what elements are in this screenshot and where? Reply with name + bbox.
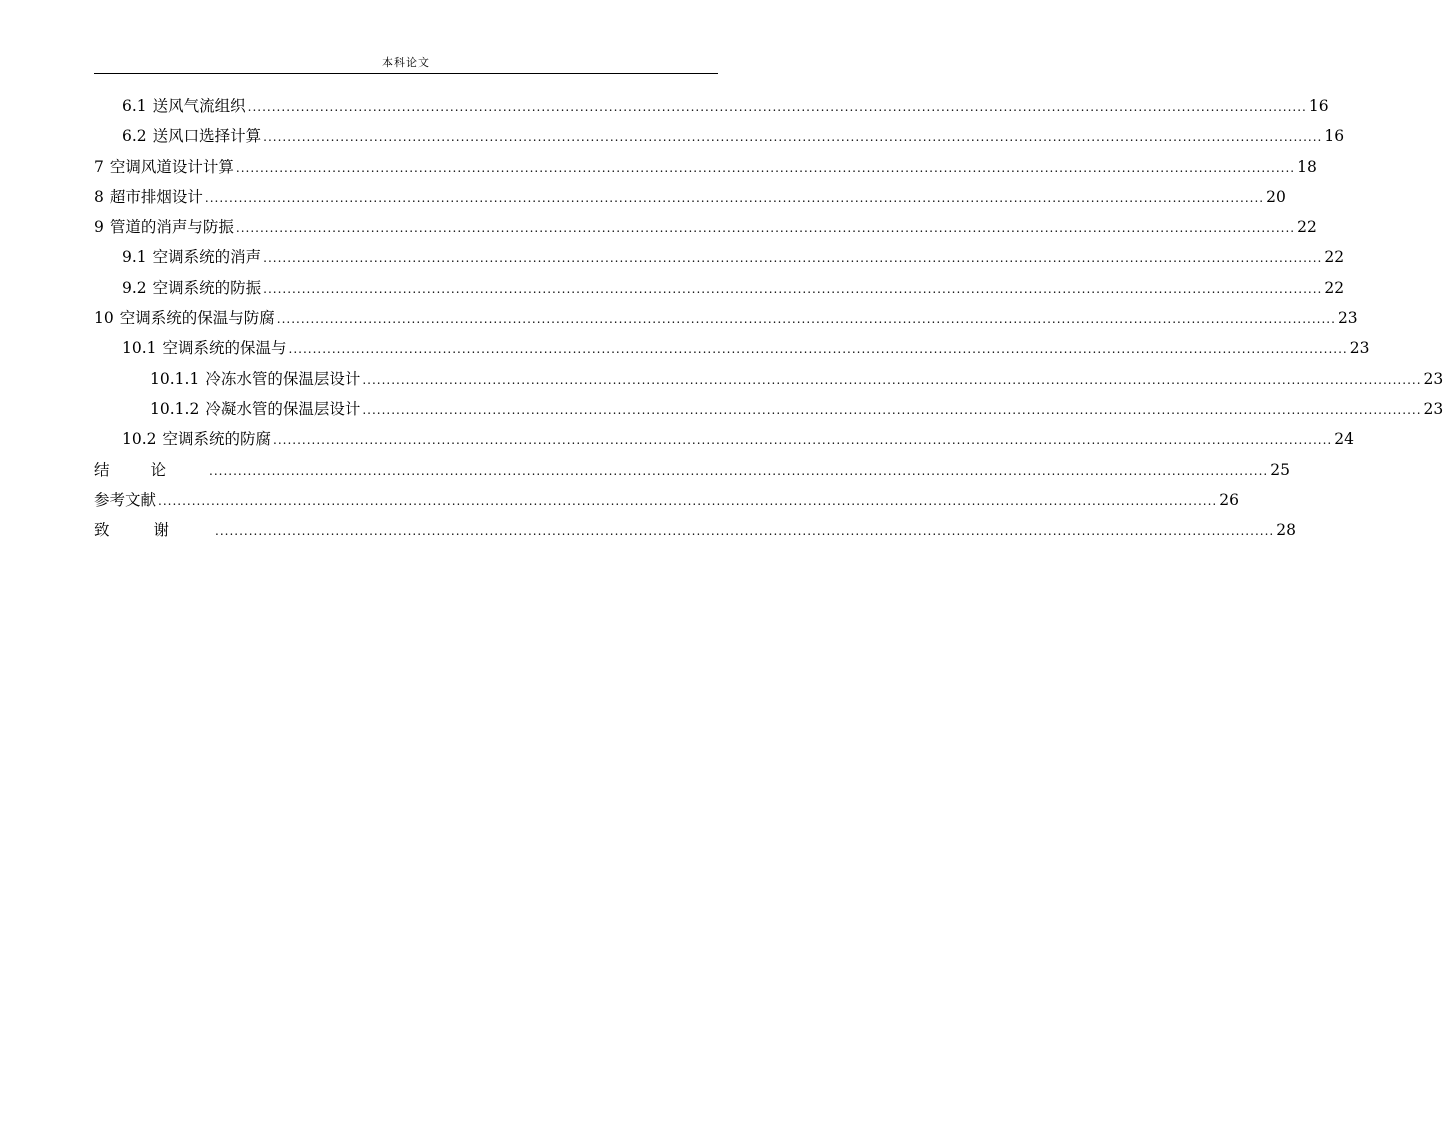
toc-entry-page: 20: [1266, 187, 1286, 206]
toc-entry-title: 送风口选择计算: [152, 127, 262, 146]
toc-entry-title: 超市排烟设计: [109, 187, 203, 206]
toc-dot-leader: ............................................................................................................................................................................................................................: [209, 463, 1269, 478]
toc-entry-title: 参考文献: [94, 490, 157, 509]
toc-entry-page: 22: [1324, 278, 1345, 297]
toc-entry-title: 致谢: [94, 521, 214, 540]
toc-dot-leader: ............................................................................................................................................................................................................................: [273, 433, 1333, 448]
toc-entry-page: 18: [1297, 157, 1317, 176]
toc-entry-number: 9.1: [122, 248, 147, 267]
toc-dot-leader: ............................................................................................................................................................................................................................: [276, 312, 1336, 327]
toc-entry-title: 冷凝水管的保温层设计: [205, 399, 361, 418]
toc-dot-leader: ............................................................................................................................................................................................................................: [158, 493, 1218, 508]
toc-entry-title: 空调系统的保温与防腐: [119, 309, 275, 328]
toc-entry-title: 空调系统的防腐: [162, 430, 272, 449]
toc-entry-page: 16: [1308, 97, 1329, 115]
toc-entry-page: 23: [1423, 369, 1443, 388]
toc-entry-page: 22: [1297, 218, 1317, 237]
toc-dot-leader: ............................................................................................................................................................................................................................: [204, 190, 1265, 205]
toc-entry-number: 8: [94, 187, 104, 206]
toc-entry-number: 10.1.1: [150, 369, 200, 388]
toc-entry-number: 9.2: [122, 278, 147, 297]
toc-entry-number: 6.2: [122, 127, 147, 146]
toc-entry[interactable]: [94, 186, 1286, 216]
table-of-contents: [94, 95, 1443, 549]
toc-entry[interactable]: [94, 459, 1290, 489]
toc-entry[interactable]: [94, 398, 1443, 428]
toc-dot-leader: ............................................................................................................................................................................................................................: [263, 281, 1323, 296]
toc-entry-page: 24: [1334, 430, 1354, 449]
toc-entry-title: 空调风道设计计算: [109, 157, 234, 176]
toc-dot-leader: ............................................................................................................................................................................................................................: [247, 100, 1307, 114]
toc-dot-leader: ............................................................................................................................................................................................................................: [215, 524, 1275, 539]
toc-dot-leader: ............................................................................................................................................................................................................................: [362, 402, 1422, 417]
toc-entry-title: 结论: [94, 460, 208, 479]
toc-entry[interactable]: [94, 125, 1345, 155]
toc-dot-leader: ............................................................................................................................................................................................................................: [263, 251, 1323, 266]
toc-entry[interactable]: [94, 277, 1345, 307]
toc-entry[interactable]: [94, 95, 1329, 125]
toc-entry[interactable]: [94, 246, 1345, 276]
toc-entry[interactable]: [94, 337, 1370, 367]
toc-entry[interactable]: [94, 368, 1443, 398]
toc-dot-leader: ............................................................................................................................................................................................................................: [235, 160, 1296, 175]
toc-entry-page: 26: [1219, 490, 1239, 509]
toc-entry[interactable]: [94, 489, 1239, 519]
toc-entry-page: 28: [1276, 521, 1296, 540]
toc-entry[interactable]: [94, 307, 1358, 337]
toc-entry-number: 9: [94, 218, 104, 237]
toc-entry-page: 22: [1324, 248, 1345, 267]
toc-entry[interactable]: [94, 156, 1317, 186]
toc-dot-leader: ............................................................................................................................................................................................................................: [263, 130, 1323, 145]
toc-entry-title: 空调系统的保温与: [162, 339, 287, 358]
toc-entry-number: 10.1.2: [150, 399, 200, 418]
toc-entry-page: 16: [1324, 127, 1345, 146]
toc-entry-title: 空调系统的消声: [152, 248, 262, 267]
toc-entry[interactable]: [94, 428, 1354, 458]
toc-entry-title: 管道的消声与防振: [109, 218, 234, 237]
toc-entry-page: 23: [1349, 339, 1370, 358]
toc-entry-number: 10.2: [122, 430, 157, 449]
toc-entry-title: 冷冻水管的保温层设计: [205, 369, 361, 388]
toc-entry-title: 空调系统的防振: [152, 278, 262, 297]
toc-entry-title: 送风气流组织: [152, 97, 246, 115]
toc-entry-number: 10: [94, 309, 114, 328]
toc-dot-leader: ............................................................................................................................................................................................................................: [362, 372, 1422, 387]
toc-entry-page: 23: [1337, 309, 1358, 328]
toc-entry-page: 23: [1423, 399, 1443, 418]
toc-entry-page: 25: [1270, 460, 1290, 479]
toc-entry-number: 10.1: [122, 339, 157, 358]
toc-entry[interactable]: [94, 519, 1296, 549]
toc-dot-leader: ............................................................................................................................................................................................................................: [288, 342, 1348, 357]
toc-entry[interactable]: [94, 216, 1317, 246]
toc-dot-leader: ............................................................................................................................................................................................................................: [235, 221, 1296, 236]
toc-entry-number: 7: [94, 157, 104, 176]
toc-entry-number: 6.1: [122, 97, 147, 115]
page-header: 本科论文: [382, 56, 430, 69]
header-rule: [94, 73, 718, 74]
